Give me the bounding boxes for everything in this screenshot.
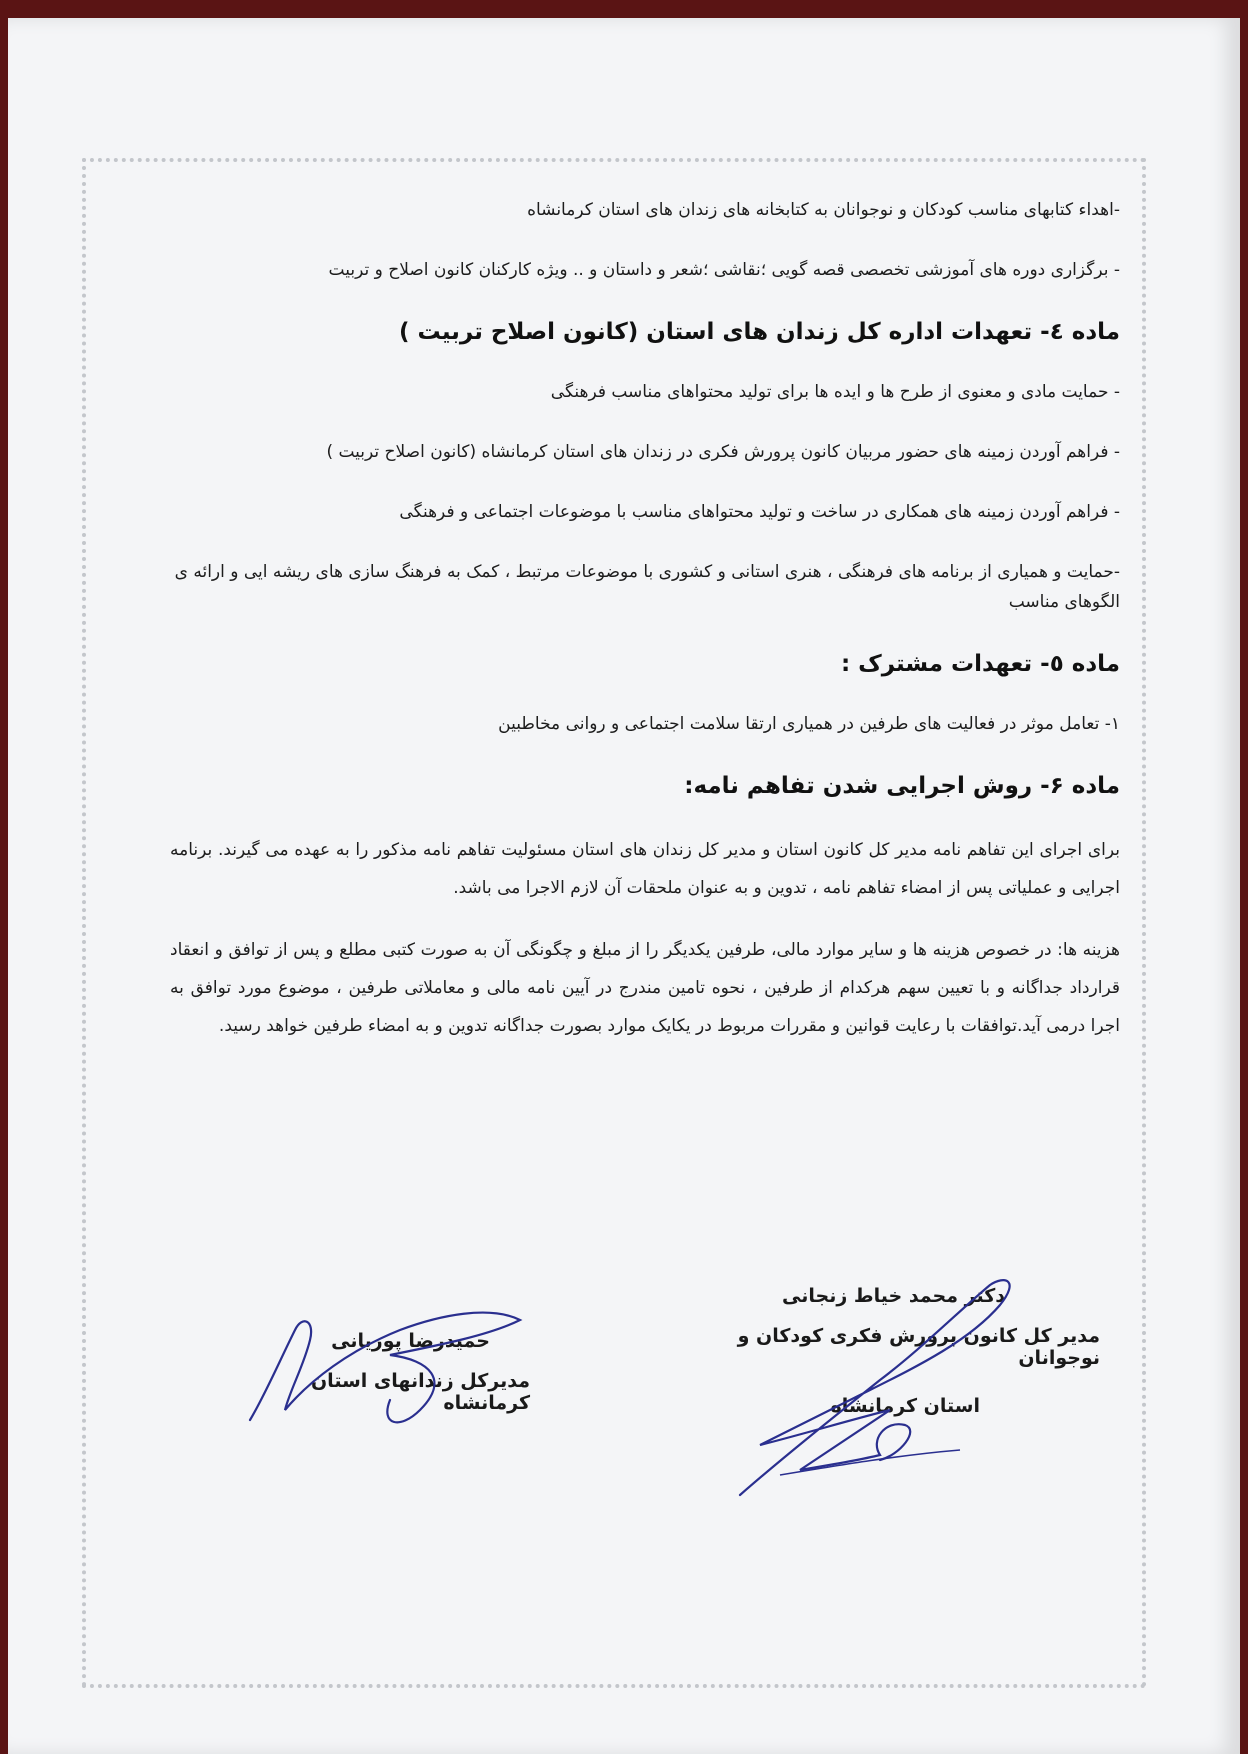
- article4-item-3: - فراهم آوردن زمینه های همکاری در ساخت و تولید محتواهای مناسب با موضوعات اجتماعی و فرهنگی: [399, 502, 1120, 522]
- article5-heading: ماده ٥- تعهدات مشترک :: [840, 651, 1120, 677]
- signatory-name-left: حمیدرضا پوریانی: [331, 1330, 490, 1352]
- article4-item-4: -حمایت و همیاری از برنامه های فرهنگی ، هنری استانی و کشوری با موضوعات مرتبط ، کمک به فرهنگ سازی های ریشه ایی و ارائه ی الگوهای مناسب: [174, 562, 1120, 612]
- article6-paragraph-2: هزینه ها: در خصوص هزینه ها و سایر موارد مالی، طرفین یکدیگر را از مبلغ و چگونگی آن به صورت کتبی مطلع و پس از توافق و انعقاد قرارداد جداگانه و با تعیین سهم هرکدام از طرفین ، نحوه تامین مندرج در آیین نامه مالی و معاملاتی طرفین ، موضوع مورد توافق به اجرا درمی آید.توافقات با رعایت قوانین و مقررات مربوط در یکایک موارد بصورت جداگانه تدوین و به امضاء طرفین خواهد رسید.: [170, 940, 1120, 1036]
- article6-paragraph-1: برای اجرای این تفاهم نامه مدیر کل کانون استان و مدیر کل زندان های استان مسئولیت تفاهم نامه مذکور را به عهده می گیرند. برنامه اجرایی و عملیاتی پس از امضاء تفاهم نامه ، تدوین و به عنوان ملحقات آن لازم الاجرا می باشد.: [170, 840, 1120, 898]
- signatory-name-right: دکتر محمد خیاط زنجانی: [782, 1285, 1005, 1307]
- signatory-role-right: مدیر کل کانون پرورش فکری کودکان و نوجوانان: [737, 1325, 1100, 1369]
- signature-block-right: [690, 1285, 1100, 1417]
- signatory-role-left: مدیرکل زندانهای استان کرمانشاه: [310, 1370, 530, 1414]
- article3-item-2: - برگزاری دوره های آموزشی تخصصی قصه گویی ؛نقاشی ؛شعر و داستان و .. ویژه کارکنان کانون اصلاح و تربیت: [328, 260, 1120, 280]
- article4-item-1: - حمایت مادی و معنوی از طرح ها و ایده ها برای تولید محتواهای مناسب فرهنگی: [550, 382, 1120, 402]
- signature-block-left: [230, 1330, 530, 1440]
- article6-heading: ماده ۶- روش اجرایی شدن تفاهم نامه:: [684, 773, 1120, 799]
- article3-item-1: -اهداء کتابهای مناسب کودکان و نوجوانان به کتابخانه های زندان های استان کرمانشاه: [527, 200, 1120, 220]
- article5-item-1: ١- تعامل موثر در فعالیت های طرفین در همیاری ارتقا سلامت اجتماعی و روانی مخاطبین: [498, 714, 1120, 734]
- article4-item-2: - فراهم آوردن زمینه های حضور مربیان کانون پرورش فکری در زندان های استان کرمانشاه (کانون اصلاح تربیت ): [326, 442, 1120, 462]
- document-body: [170, 195, 1120, 1069]
- article4-heading: ماده ٤- تعهدات اداره کل زندان های استان (کانون اصلاح تربیت ): [399, 319, 1120, 345]
- signatory-region-right: استان کرمانشاه: [830, 1395, 980, 1417]
